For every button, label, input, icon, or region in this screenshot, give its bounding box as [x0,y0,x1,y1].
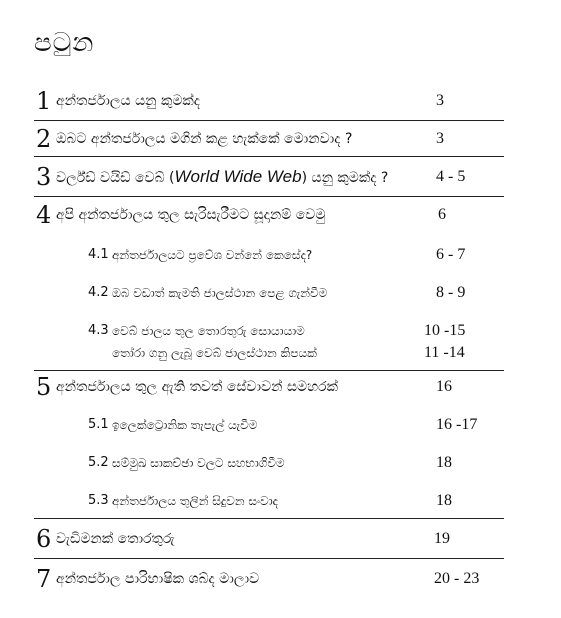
toc-entry-title-post: ) යනු කුමක්ද ? [301,170,389,186]
toc-subentry-title: ඉලෙක්ට්‍රොනික තැපැල් යැවීම [112,418,258,432]
toc-entry-7 [0,564,561,594]
toc-entry-5-3 [0,486,561,516]
toc-entry-pages: 16 [436,378,452,395]
toc-subentry-title: වෙබ් ජාලය තුල තොරතුරු සොයායාම [112,324,305,338]
toc-entry-pages: 8 - 9 [436,284,466,301]
divider [34,558,504,559]
toc-entry-pages: 3 [436,92,444,109]
toc-entry-3 [0,162,561,192]
toc-entry-number: 3 [36,163,52,191]
toc-entry-title: අපි අන්තර්ජාලය තුල සැරිසැරීමට සූදානම් වෙමු [56,207,326,223]
toc-entry-4-2 [0,278,561,308]
toc-entry-5-1 [0,410,561,440]
toc-subentry-title: ඔබ වඩාත් කැමති ජාලස්ථාන පෙළ ගැන්වීම [112,286,328,300]
toc-entry-number: 2 [36,125,52,153]
toc-subentry-number: 5.2 [88,455,109,470]
toc-entry-pages: 4 - 5 [436,168,466,185]
toc-entry-title: ඔබට අන්තර්ජාලය මගින් කළ හැක්කේ මොනවාද ? [56,131,353,147]
divider [34,156,504,157]
toc-entry-title: අන්තර්ජාලය යනු කුමක්ද [56,93,200,109]
toc-entry-title: අන්තර්ජාල පාරිභාෂික ශබ්ද මාලාව [56,571,260,587]
toc-entry-4-3-sub [0,338,561,368]
toc-entry-pages: 18 [436,454,452,471]
toc-entry-pages: 18 [436,492,452,509]
toc-entry-pages: 16 -17 [436,416,478,433]
toc-subentry-title: තෝරා ගනු ලැබූ වෙබ් ජාලස්ථාන කිපයක් [112,346,317,360]
toc-entry-pages: 6 - 7 [436,246,466,263]
toc-entry-number: 1 [36,87,52,115]
toc-entry-title: අන්තර්ජාලය තුල ඇති තවත් සේවාවන් සමහරක් [56,379,338,395]
toc-entry-number: 6 [36,525,52,553]
toc-entry-pages: 10 -15 [424,322,466,339]
toc-entry-number: 7 [36,565,52,593]
toc-entry-pages: 11 -14 [424,344,465,361]
toc-entry-2 [0,124,561,154]
toc-entry-title: වැඩිමනක් තොරතුරු [56,531,175,547]
toc-entry-4 [0,200,561,230]
toc-entry-5-2 [0,448,561,478]
toc-subentry-number: 5.1 [88,417,109,432]
toc-entry-6 [0,524,561,554]
toc-entry-pages: 20 - 23 [434,570,480,587]
toc-subentry-number: 4.2 [88,285,109,300]
toc-entry-pages: 19 [434,530,450,547]
toc-subentry-title: සම්මුඛ සාකච්ඡා වලට සහභාගිවීම [112,456,285,470]
toc-subentry-number: 4.3 [88,323,109,338]
toc-entry-pages: 6 [438,206,446,223]
toc-entry-title-pre: වර්ල්ඩ් වයිඩ් වෙබ් ( [56,170,175,186]
toc-entry-title-english: World Wide Web [174,167,302,186]
toc-entry-title [56,162,388,193]
toc-entry-number: 5 [36,373,52,401]
toc-subentry-number: 5.3 [88,493,109,508]
divider [34,370,504,371]
toc-entry-1 [0,86,561,116]
toc-subentry-title: අන්තර්ජාලයට ප්‍රවේශ වන්නේ කෙසේද? [112,248,313,262]
toc-heading: පටුන [34,28,95,58]
toc-subentry-title: අන්තර්ජාලය තුලින් සිදුවන සංවාද [112,494,278,508]
divider [34,120,504,121]
toc-subentry-number: 4.1 [88,247,109,262]
toc-entry-number: 4 [36,201,52,229]
divider [34,196,504,197]
toc-entry-pages: 3 [436,130,444,147]
toc-entry-4-1 [0,240,561,270]
toc-entry-5 [0,372,561,402]
divider [34,518,504,519]
